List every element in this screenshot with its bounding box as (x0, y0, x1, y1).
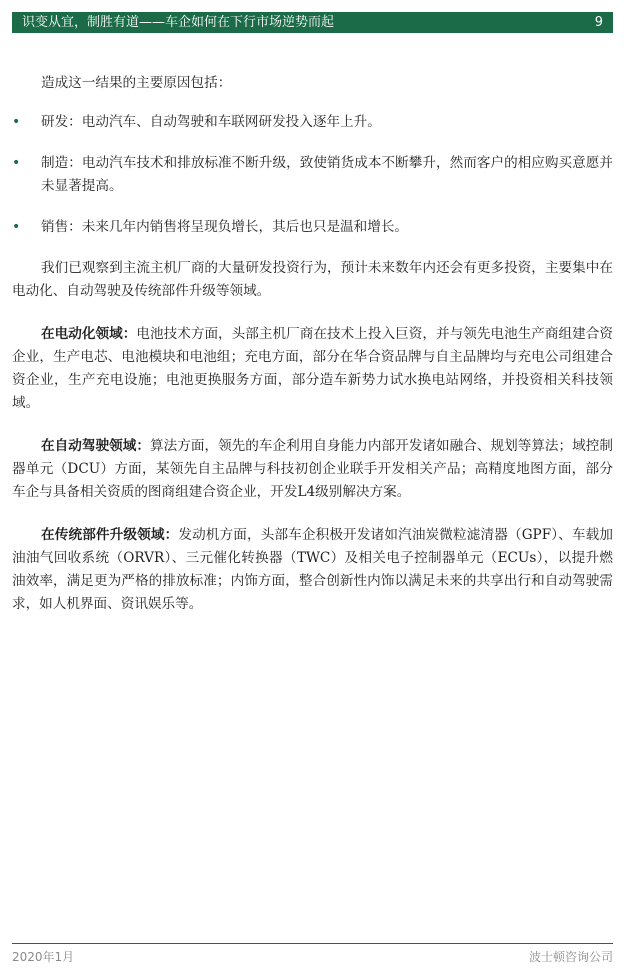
list-item-sales (12, 216, 613, 239)
bullet-icon: • (12, 114, 21, 130)
header-bar (12, 12, 613, 33)
footer-divider (12, 943, 613, 944)
intro-text: 造成这一结果的主要原因包括： (41, 75, 232, 91)
list-item-manufacturing (12, 152, 613, 198)
footer-date: 2020年1月 (12, 950, 75, 964)
paragraph-traditional-parts (12, 524, 613, 616)
paragraph-text: 算法方面，领先的车企利用自身能力内部开发诸如融合、规划等算法；域控制器单元（DCU）方面，某领先自主品牌与科技初创企业联手开发相关产品；高精度地图方面，部分车企与具备相关资质的图商组建合资企业，开发L4级别解决方案。 (12, 438, 614, 500)
list-item-rnd (12, 111, 613, 134)
paragraph-electrification (12, 323, 613, 415)
paragraph-text: 电池技术方面，头部主机厂商在技术上投入巨资，并与领先电池生产商组建合资企业，生产电芯、电池模块和电池组；充电方面，部分在华合资品牌与自主品牌均与充电公司组建合资企业，生产充电设施；电池更换服务方面，部分造车新势力试水换电站网络，并投资相关科技领域。 (12, 326, 614, 411)
page-content (12, 72, 613, 636)
list-item-text: 销售：未来几年内销售将呈现负增长，其后也只是温和增长。 (41, 219, 409, 235)
footer-company: 波士顿咨询公司 (528, 950, 613, 964)
document-title: 识变从宜，制胜有道——车企如何在下行市场逆势而起 (22, 15, 335, 30)
page-number: 9 (594, 15, 603, 30)
bullet-icon: • (12, 219, 21, 235)
paragraph-lead: 在电动化领域： (41, 326, 137, 342)
paragraph-lead: 在自动驾驶领域： (41, 438, 150, 454)
bullet-icon: • (12, 155, 21, 171)
paragraph-autonomous-driving (12, 435, 613, 504)
list-item-text: 研发：电动汽车、自动驾驶和车联网研发投入逐年上升。 (41, 114, 381, 130)
list-item-text: 制造：电动汽车技术和排放标准不断升级，致使销货成本不断攀升，然而客户的相应购买意愿并未显著提高。 (41, 155, 613, 194)
paragraph-text: 发动机方面，头部车企积极开发诸如汽油炭微粒滤清器（GPF）、车载加油油气回收系统（ORVR）、三元催化转换器（TWC）及相关电子控制器单元（ECUs），以提升燃油效率，满足更为严格的排放标准；内饰方面，整合创新性内饰以满足未来的共享出行和自动驾驶需求，如人机界面、资讯娱乐等。 (12, 527, 613, 612)
paragraph-investment: 我们已观察到主流主机厂商的大量研发投资行为，预计未来数年内还会有更多投资，主要集中在电动化、自动驾驶及传统部件升级等领域。 (12, 260, 613, 299)
paragraph-lead: 在传统部件升级领域： (41, 527, 179, 543)
